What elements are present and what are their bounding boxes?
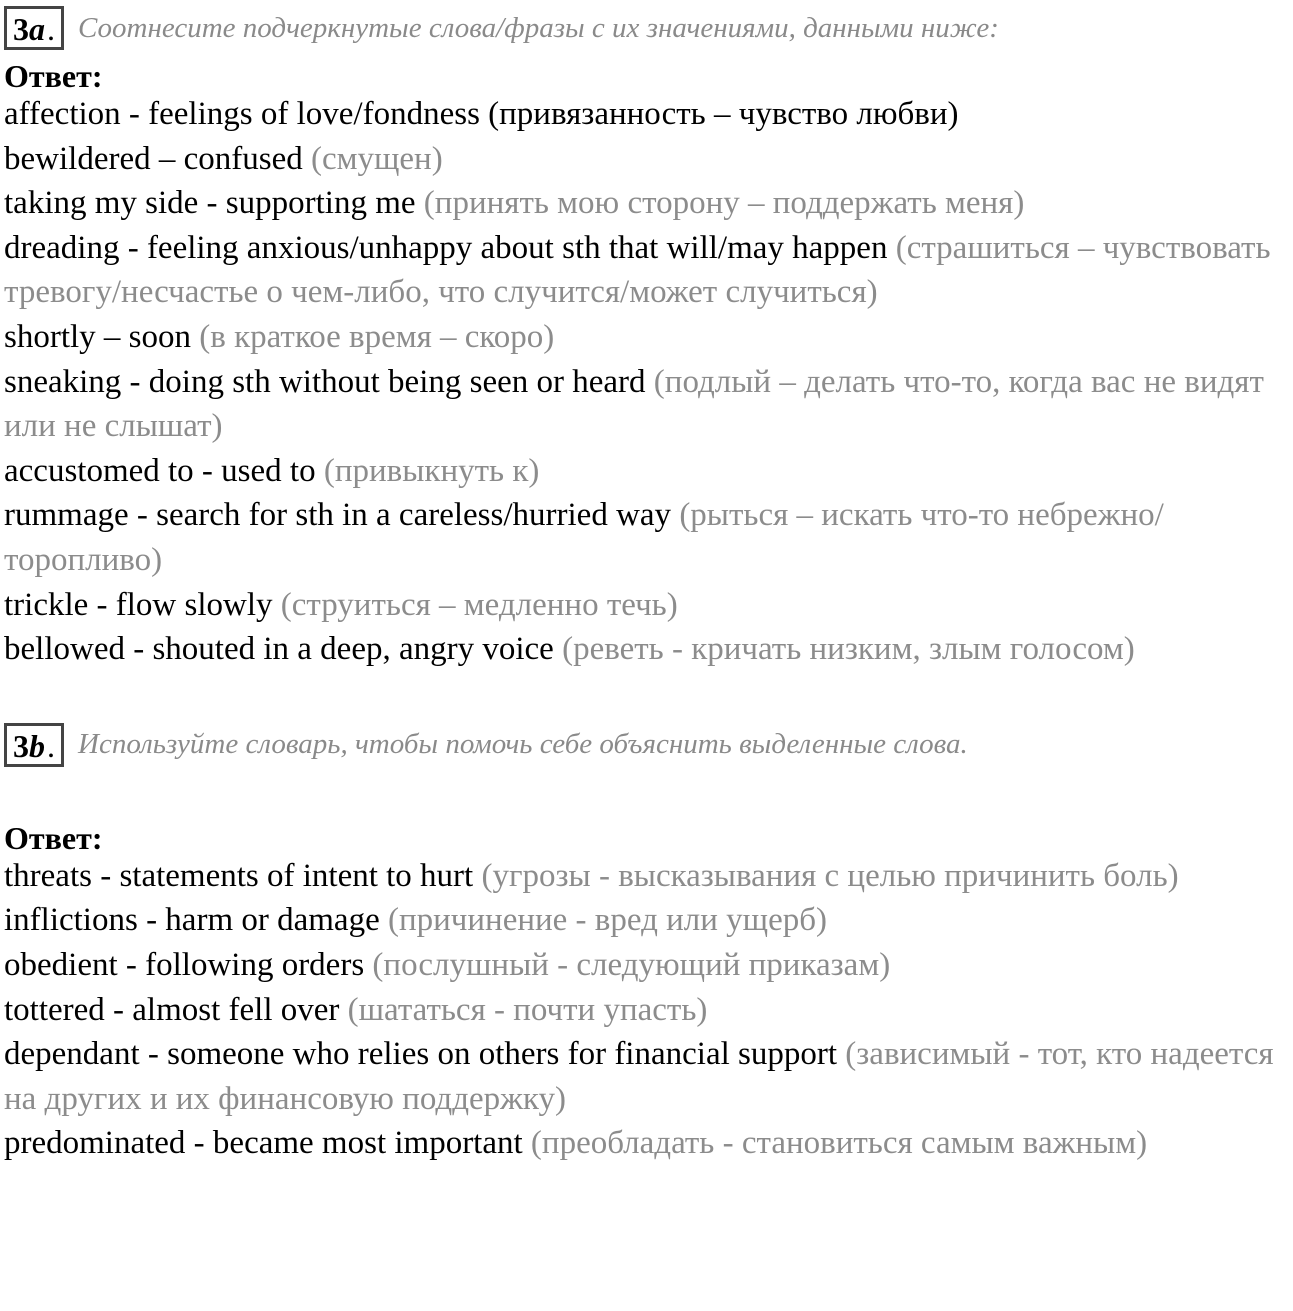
task-3b-header	[4, 716, 1290, 774]
entry-definition: threats - statements of intent to hurt	[4, 857, 482, 894]
entry-definition: bewildered – confused	[4, 140, 311, 177]
entry-translation: (привязанность – чувство любви)	[488, 96, 959, 132]
entry-translation: (страшиться – чувствовать тревогу/несчастье о чем-либо, что случится/может случиться)	[4, 229, 1271, 311]
entry-translation: (в краткое время – скоро)	[199, 318, 555, 355]
entry-definition: dependant - someone who relies on others for financial support	[4, 1036, 846, 1073]
vocabulary-entry	[4, 449, 1290, 494]
answer-label-3a: Ответ:	[4, 58, 103, 94]
vocabulary-entry	[4, 854, 1290, 899]
entry-translation: (зависимый - тот, кто надеется на других и их финансовую поддержку)	[4, 1036, 1274, 1117]
entry-translation: (привыкнуть к)	[323, 452, 540, 489]
vocabulary-entry	[4, 226, 1290, 315]
vocabulary-entry	[4, 137, 1290, 182]
entry-definition: dreading - feeling anxious/unhappy about sth that will/may happen	[4, 229, 896, 266]
task-3a-badge	[4, 6, 64, 50]
vocabulary-list-3a	[4, 92, 1290, 672]
vocabulary-entry	[4, 360, 1290, 449]
entry-definition: rummage - search for sth in a careless/hurried way	[4, 497, 680, 534]
vocabulary-entry	[4, 493, 1290, 582]
task-letter: a	[29, 11, 45, 47]
task-number: 3	[13, 11, 29, 47]
vocabulary-entry	[4, 898, 1290, 943]
vocabulary-entry	[4, 627, 1290, 672]
entry-definition: sneaking - doing sth without being seen or heard	[4, 363, 654, 400]
entry-translation: (преобладать - становиться самым важным)	[530, 1125, 1148, 1162]
entry-translation: (реветь - кричать низким, злым голосом)	[562, 631, 1135, 668]
entry-definition: obedient - following orders	[4, 946, 373, 983]
entry-definition: shortly – soon	[4, 318, 200, 355]
task-3b-badge	[4, 723, 64, 767]
entry-translation: (смущен)	[310, 140, 443, 177]
entry-definition: tottered - almost fell over	[4, 991, 348, 1028]
entry-definition: taking my side - supporting me	[4, 185, 424, 222]
entry-translation: (послушный - следующий приказам)	[372, 946, 891, 983]
task-dot: .	[47, 727, 55, 764]
vocabulary-entry	[4, 943, 1290, 988]
entry-definition: accustomed to - used to	[4, 452, 324, 489]
entry-definition: trickle - flow slowly	[4, 586, 281, 623]
entry-definition: predominated - became most important	[4, 1125, 531, 1162]
vocabulary-list-3b	[4, 854, 1290, 1166]
task-3a-instruction: Соотнесите подчеркнутые слова/фразы с их значениями, данными ниже:	[78, 11, 999, 44]
vocabulary-entry	[4, 92, 1290, 137]
entry-definition: affection - feelings of love/fondness	[4, 96, 489, 132]
vocabulary-entry	[4, 1121, 1290, 1166]
entry-translation: (шататься - почти упасть)	[347, 991, 708, 1028]
document-page	[4, 0, 1290, 1166]
entry-translation: (рыться – искать что-то небрежно/торопливо)	[4, 497, 1164, 578]
vocabulary-entry	[4, 315, 1290, 360]
entry-definition: inflictions - harm or damage	[4, 902, 388, 939]
task-dot: .	[47, 11, 55, 47]
answer-label-3b: Ответ:	[4, 819, 103, 856]
vocabulary-entry	[4, 583, 1290, 628]
task-3a-header	[4, 0, 1290, 56]
task-3b-instruction: Используйте словарь, чтобы помочь себе объяснить выделенные слова.	[78, 728, 968, 761]
entry-translation: (струиться – медленно течь)	[280, 586, 678, 623]
vocabulary-entry	[4, 1032, 1290, 1121]
task-letter: b	[29, 727, 45, 764]
task-number: 3	[13, 727, 29, 764]
vocabulary-entry	[4, 988, 1290, 1033]
entry-translation: (принять мою сторону – поддержать меня)	[423, 185, 1025, 222]
entry-translation: (подлый – делать что-то, когда вас не видят или не слышат)	[4, 363, 1264, 445]
entry-translation: (причинение - вред или ущерб)	[387, 902, 828, 939]
entry-definition: bellowed - shouted in a deep, angry voice	[4, 631, 563, 668]
vocabulary-entry	[4, 181, 1290, 226]
entry-translation: (угрозы - высказывания с целью причинить боль)	[481, 857, 1179, 894]
